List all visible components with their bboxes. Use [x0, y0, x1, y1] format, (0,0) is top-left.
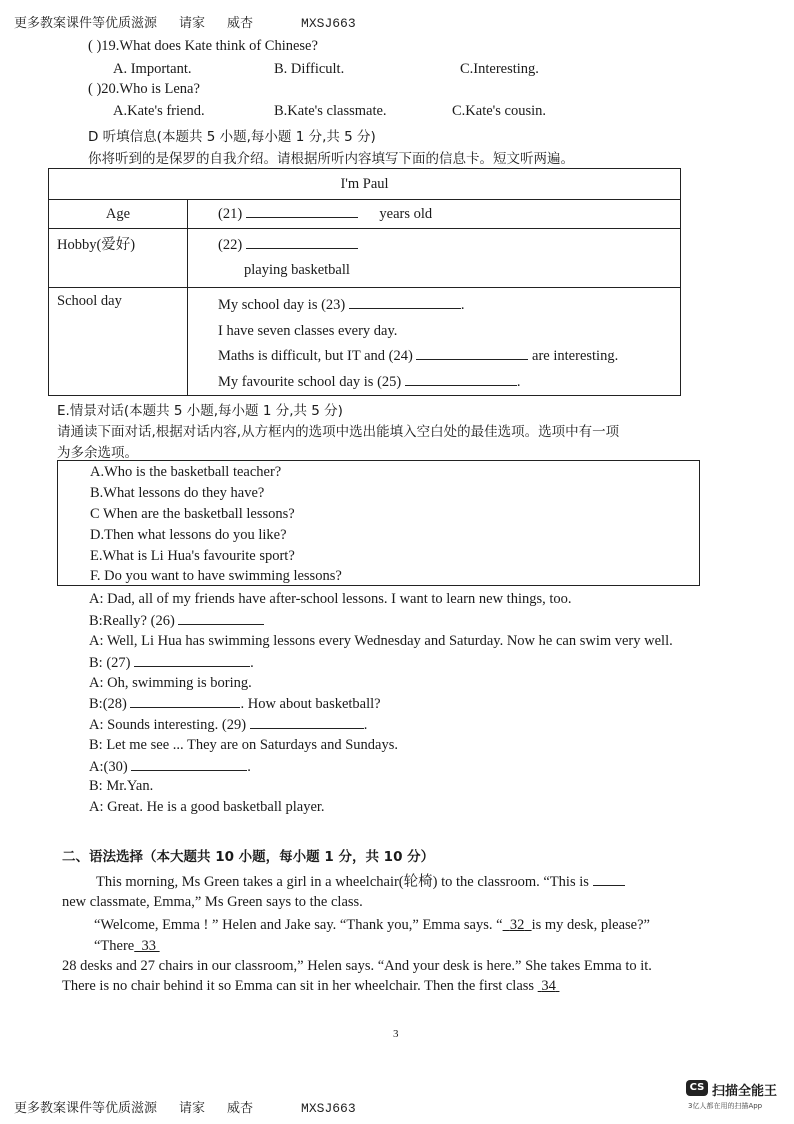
option-c: C When are the basketball lessons?	[90, 506, 295, 522]
q20-option-c: C.Kate's cousin.	[452, 103, 547, 119]
hobby-row: (22) playing basketball	[188, 229, 681, 288]
blank-27	[134, 654, 250, 667]
page-number: 3	[393, 1028, 399, 1040]
hobby-label: Hobby(爱好)	[49, 229, 188, 288]
q19-option-b: B. Difficult.	[274, 61, 345, 77]
dialogue-line-1: A: Dad, all of my friends have after-school lessons. I want to learn new things, too.	[89, 591, 572, 607]
passage-line-1: This morning, Ms Green takes a girl in a wheelchair(轮椅) to the classroom. “This is	[96, 870, 625, 891]
option-d: D.Then what lessons do you like?	[90, 527, 287, 543]
dialogue-line-6: B:(28) . How about basketball?	[89, 696, 381, 712]
option-b: B.What lessons do they have?	[90, 485, 265, 501]
blank-34: 34	[541, 978, 556, 994]
school-day-label: School day	[49, 288, 188, 396]
info-card-title: I'm Paul	[49, 169, 681, 200]
dialogue-line-3: A: Well, Li Hua has swimming lessons every Wednesday and Saturday. Now he can swim very well.	[89, 633, 673, 649]
info-card-table	[48, 168, 681, 396]
passage-line-2: new classmate, Emma,” Ms Green says to the class.	[62, 894, 363, 910]
options-box	[57, 460, 700, 586]
blank-24	[416, 347, 528, 360]
dialogue-line-2: B:Really? (26)	[89, 612, 264, 630]
section-e-instruction-1: 请通读下面对话,根据对话内容,从方框内的选项中选出能填入空白处的最佳选项。选项中有一项	[57, 424, 620, 440]
passage-line-3: “Welcome, Emma ! ” Helen and Jake say. “Thank you,” Emma says. “ 32 is my desk, please?”	[94, 917, 650, 933]
q19-option-c: C.Interesting.	[460, 61, 539, 77]
dialogue-line-5: A: Oh, swimming is boring.	[89, 675, 252, 691]
scanner-logo-icon: CS	[686, 1080, 708, 1096]
blank-30	[131, 758, 247, 771]
dialogue-line-11: A: Great. He is a good basketball player.	[89, 799, 325, 815]
section-e-instruction-2: 为多余选项。	[57, 445, 138, 461]
blank-29	[250, 716, 364, 729]
q19-option-a: A. Important.	[113, 61, 192, 77]
scanner-tagline: 3亿人都在用的扫描App	[688, 1102, 763, 1110]
passage-line-6: There is no chair behind it so Emma can sit in her wheelchair. Then the first class 34	[62, 978, 559, 995]
q20-option-a: A.Kate's friend.	[113, 103, 205, 119]
option-a: A.Who is the basketball teacher?	[90, 464, 282, 480]
dialogue-line-7: A: Sounds interesting. (29) .	[89, 717, 368, 733]
blank-31	[593, 873, 625, 886]
school-day-row: My school day is (23) . I have seven classes every day. Maths is difficult, but IT and (24) are interesting. My favourite school day is (25) .	[188, 288, 681, 396]
passage-line-4: “There 33	[94, 938, 160, 955]
blank-32: 32	[509, 917, 525, 933]
blank-33: 33	[141, 938, 156, 954]
section-d-instruction: 你将听到的是保罗的自我介绍。请根据所听内容填写下面的信息卡。短文听两遍。	[88, 151, 574, 167]
option-f: F. Do you want to have swimming lessons?	[90, 568, 342, 584]
dialogue-line-8: B: Let me see ... They are on Saturdays and Sundays.	[89, 737, 398, 753]
grammar-section-title: 二、语法选择（本大题共 10 小题，每小题 1 分，共 10 分）	[62, 849, 435, 865]
blank-22	[246, 236, 358, 249]
top-watermark: 更多教案课件等优质滋源 请家 威杏 MXSJ663	[14, 16, 356, 31]
dialogue-line-4: B: (27) .	[89, 655, 254, 671]
section-e-title: E.情景对话(本题共 5 小题,每小题 1 分,共 5 分)	[57, 403, 343, 419]
option-e: E.What is Li Hua's favourite sport?	[90, 548, 295, 564]
blank-25	[405, 373, 517, 386]
section-d-title: D 听填信息(本题共 5 小题,每小题 1 分,共 5 分)	[88, 129, 376, 145]
blank-26	[178, 612, 264, 625]
dialogue-line-9: A:(30) .	[89, 759, 251, 775]
question-20: ( )20.Who is Lena?	[88, 81, 200, 97]
bottom-watermark: 更多教案课件等优质滋源 请家 威杏 MXSJ663	[14, 1101, 356, 1116]
dialogue-line-10: B: Mr.Yan.	[89, 778, 154, 794]
blank-21	[246, 205, 358, 218]
q20-option-b: B.Kate's classmate.	[274, 103, 387, 119]
passage-line-5: 28 desks and 27 chairs in our classroom,” Helen says. “And your desk is here.” She takes Emma to it.	[62, 958, 652, 974]
age-label: Age	[49, 200, 188, 229]
age-row: (21) years old	[188, 200, 681, 229]
blank-23	[349, 296, 461, 309]
scanner-brand: 扫描全能王	[712, 1084, 778, 1099]
question-19: ( )19.What does Kate think of Chinese?	[88, 38, 318, 54]
blank-28	[130, 695, 240, 708]
